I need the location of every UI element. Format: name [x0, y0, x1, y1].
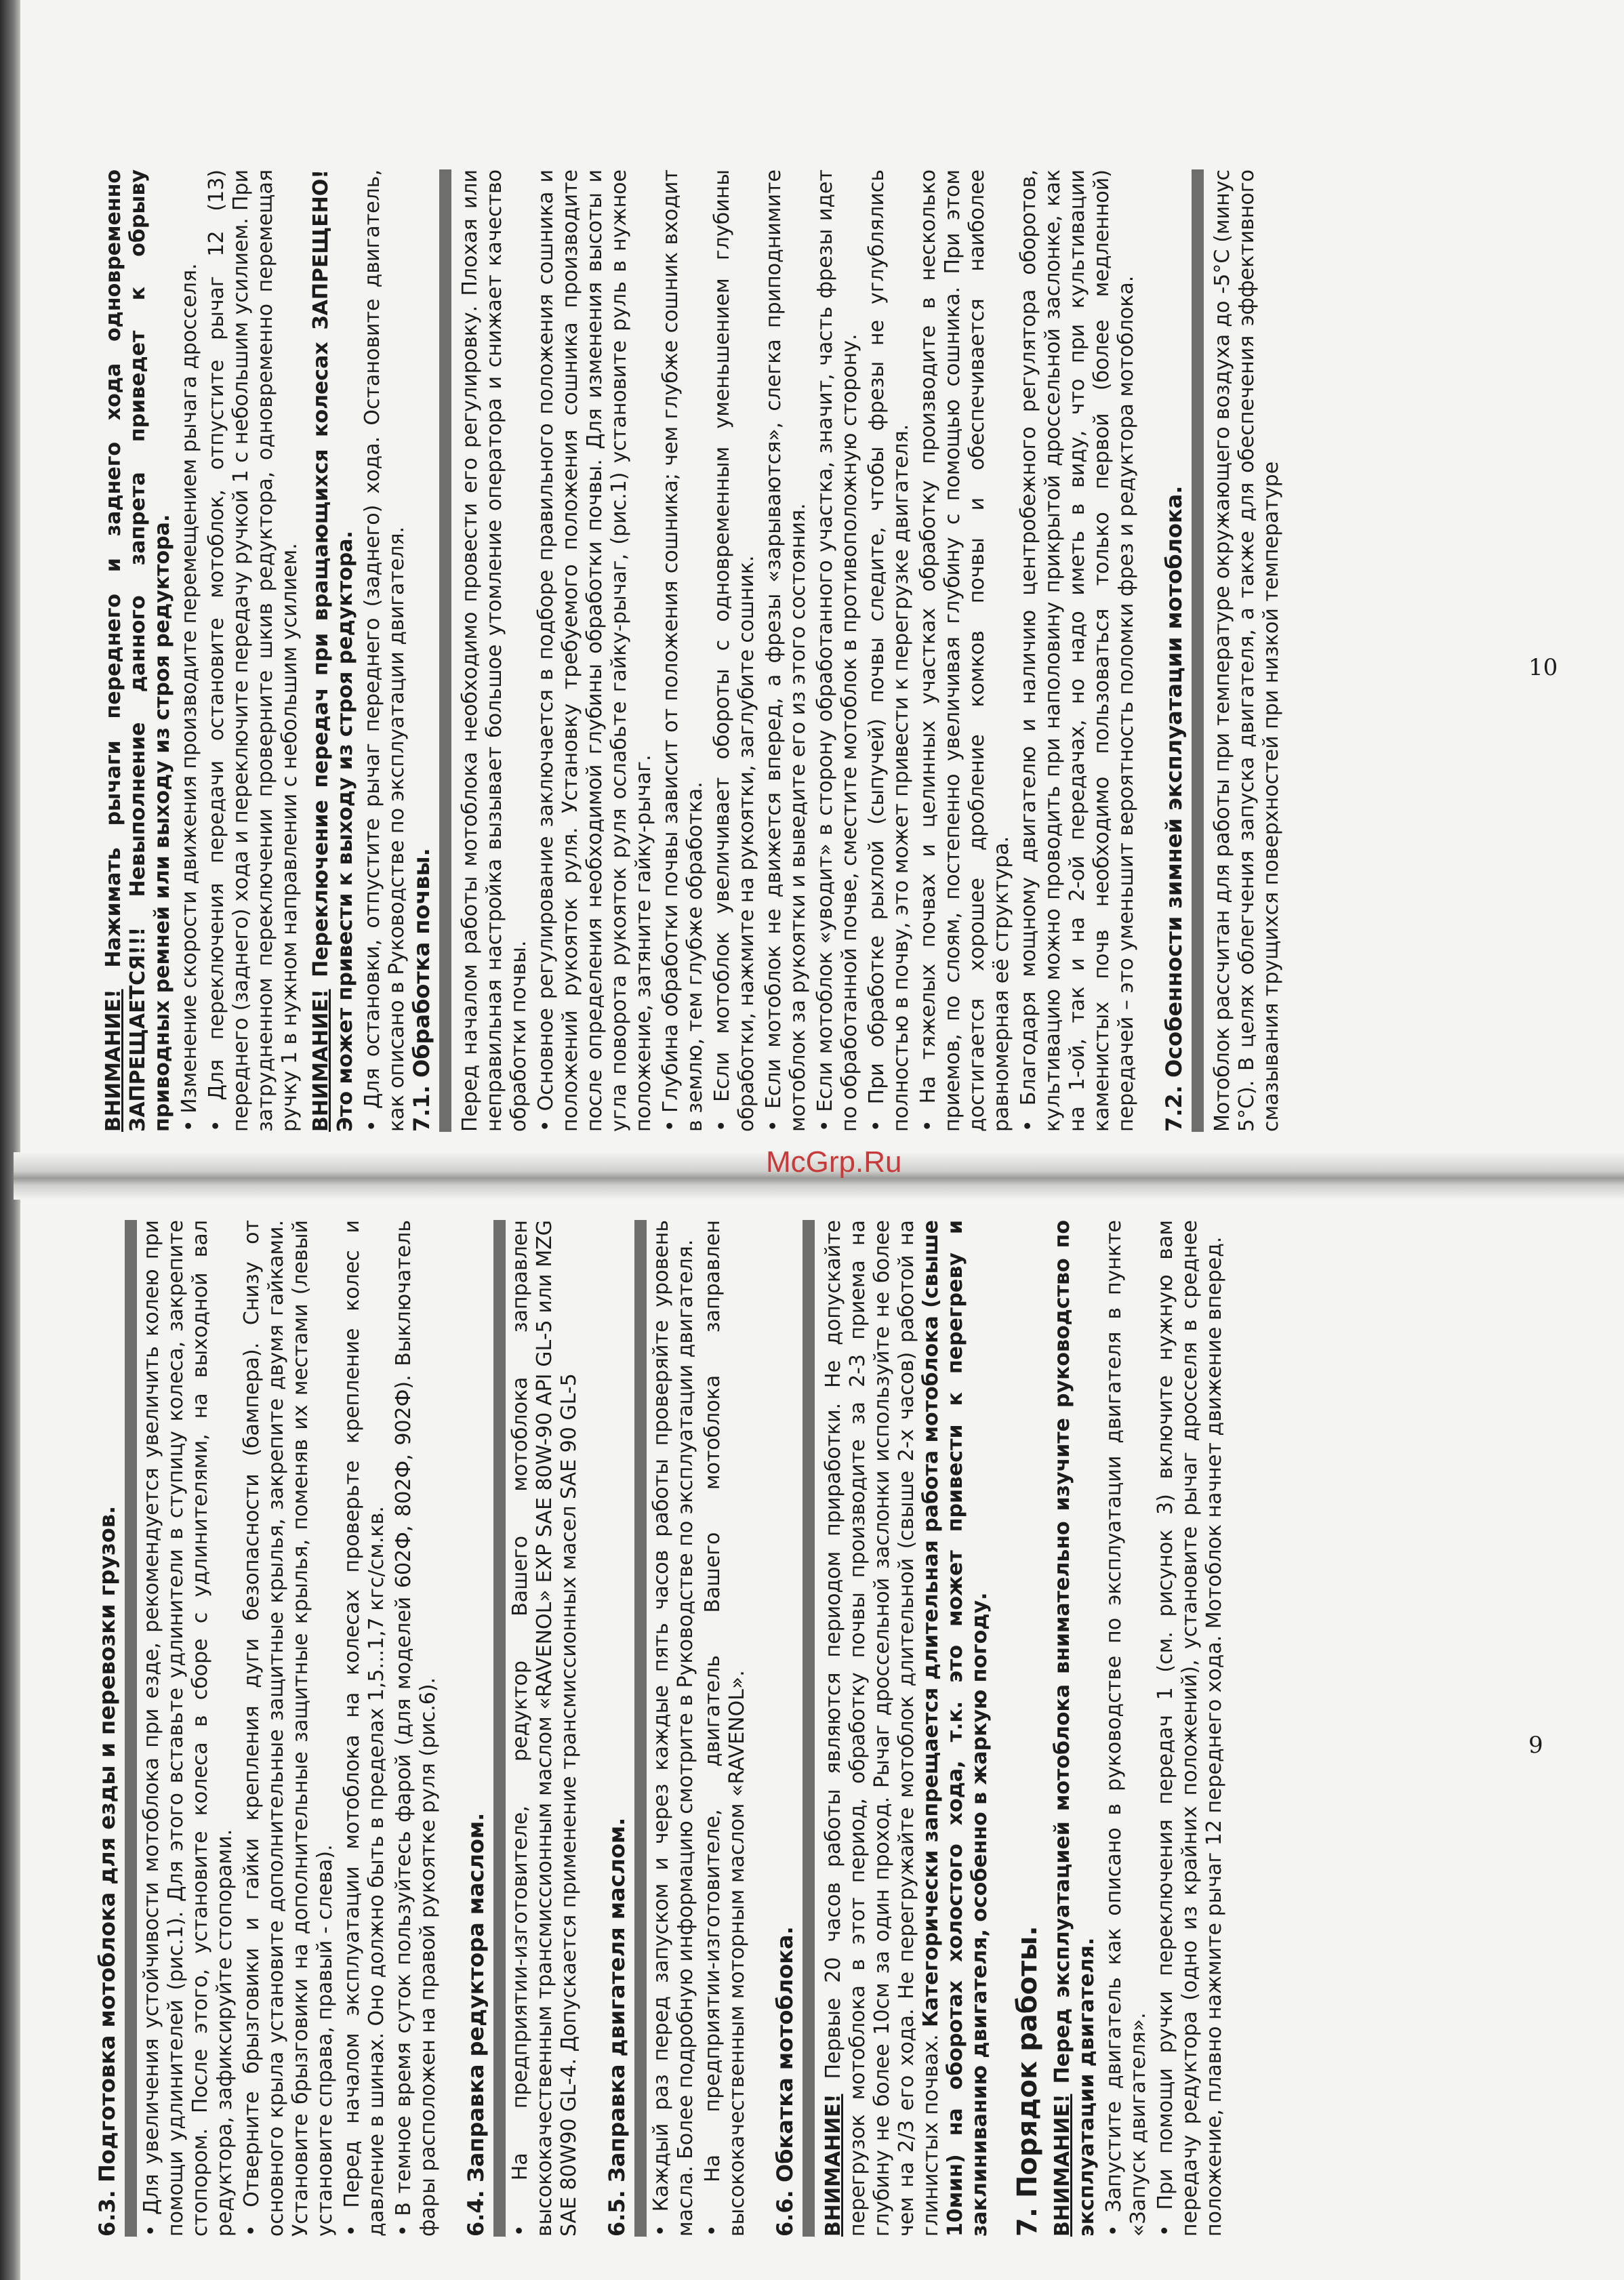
list-item: • Основное регулирование заключается в подборе правильного положения сошника и положений рукояток руля. Установку требуемого положения сошника производите после определения необходимой глубины обработки почвы. Для изменения высоты и угла поворота рукояток руля ослабьте гайку-рычаг, (рис.1) установите руль в нужное положение, затяните гайку-рычаг.: [534, 169, 656, 1132]
list-item: • Если мотоблок не движется вперед, а фрезы «зарываются», слегка приподнимите мотоблок за рукоятки и выведите его из этого состояния.: [762, 169, 811, 1132]
list-item: • Глубина обработки почвы зависит от положения сошника; чем глубже сошник входит в землю, тем глубже обработка.: [659, 169, 708, 1132]
warning-label: ВНИМАНИЕ!: [102, 989, 125, 1132]
warning-text: Нажимать рычаги переднего и заднего хода одновременно ЗАПРЕЩАЕТСЯ!!! Невыполнение данного запрета приведет к обрыву приводных ремней или выходу из строя редуктора.: [102, 169, 174, 1132]
section-6-6: [773, 1220, 992, 2237]
warning-text: Перед эксплуатацией мотоблока внимательно изучите руководство по эксплуатации двигателя.: [1051, 1220, 1099, 2237]
list-item: • Каждый раз перед запуском и через каждые пять часов работы проверяйте уровень масла. Более подробную информацию смотрите в Руководстве по эксплуатации двигателя.: [649, 1220, 698, 2237]
list-item: • Если мотоблок увеличивает обороты с одновременным уменьшением глубины обработки, нажмите на рукоятки, заглубите сошник.: [710, 169, 759, 1132]
list-item: • Благодаря мощному двигателю и наличию центробежного регулятора оборотов, культивацию можно проводить при наполовину прикрытой дроссельной заслонке, как на 1-ой, так и на 2-ой передачах, но надо иметь в виду, что при культивации каменистых почв необходимо пользоваться только первой (более медленной) передачей – это уменьшит вероятность поломки фрез и редуктора мотоблока.: [1017, 169, 1139, 1132]
list-item: • При помощи ручки переключения передач 1 (см. рисунок 3) включите нужную вам передачу редуктора (одно из крайних положений), установите рычаг дросселя в среднее положение, плавно нажмите рычаг 12 переднего хода. Мотоблок начнет движение вперед.: [1154, 1220, 1227, 2237]
page-10: [95, 169, 1572, 1132]
warning-label: ВНИМАНИЕ!: [1051, 2094, 1074, 2237]
section-7-1: [409, 169, 1139, 1132]
warning-text: Первые 20 часов работы являются периодом приработки. Не допускайте перегрузок мотоблока в этот период, обработку почвы производите за 2-3 приема на глубину не более 10см за один проход. Рычаг дроссельной заслонки используйте не более чем на 2/3 его хода. Не перегружайте мотоблок длительной (свыше 2-х часов) работой на глинистых почвах.: [821, 1220, 943, 2237]
section-6-3: [95, 1220, 441, 2237]
watermark-text: McGrp.Ru: [766, 1145, 902, 1179]
section-title: 7. Порядок работы.: [1012, 1926, 1043, 2237]
list-item: • Отверните брызговики и гайки крепления дуги безопасности (бампера). Снизу от основного крыла установите дополнительные защитные крылья, закрепите двумя гайками. Установите брызговики на дополнительные защитные крылья, поменяв их местами (левый установите справа, правый - слева).: [240, 1220, 338, 2237]
list-item: • Для увеличения устойчивости мотоблока при езде, рекомендуется увеличить колею при помощи удлинителей (рис.1). Для этого вставьте удлинители в ступицу колеса, закрепите стопором. После этого, установите колеса в сборе с удлинителями, на выходной вал редуктора, зафиксируйте стопорами.: [140, 1220, 237, 2237]
warning-label: ВНИМАНИЕ!: [821, 2094, 845, 2237]
page-9: [95, 1220, 1572, 2237]
list-item: • В темное время суток пользуйтесь фарой (для моделей 602Ф, 802Ф, 902Ф). Выключатель фары расположен на правой рукоятке руля (рис.6).: [392, 1220, 441, 2237]
page-number: 9: [1528, 1732, 1543, 1759]
warning-paragraph-1: [102, 169, 175, 1132]
list-item: • Для переключения передачи остановите мотоблок, отпустите рычаг 12 (13) переднего (заднего) хода и переключите передачу ручкой 1 с небольшим усилием. При затрудненном переключении проверните шкив редуктора, одновременно перемещая ручку 1 в нужном направлении с небольшим усилием.: [205, 169, 302, 1132]
warning-text: Переключение передач при вращающихся колесах ЗАПРЕЩЕНО! Это может привести к выходу из строя редуктора.: [309, 169, 357, 1132]
list-item: • Запустите двигатель как описано в руководстве по эксплуатации двигателя в пункте «Запуск двигателя».: [1102, 1220, 1151, 2237]
list-item: • Для остановки, отпустите рычаг переднего (заднего) хода. Остановите двигатель, как описано в Руководстве по эксплуатации двигателя.: [361, 169, 409, 1132]
section-title: 6.4. Заправка редуктора маслом.: [464, 1220, 506, 2237]
section-6-5: [605, 1220, 750, 2237]
section-title: 7.2. Особенности зимней эксплуатации мотоблока.: [1162, 169, 1204, 1132]
section-7-2: [1162, 169, 1284, 1132]
scan-edge: [0, 0, 23, 2280]
list-item: • На предприятии-изготовителе, двигатель Вашего мотоблока заправлен высококачественным моторным маслом «RAVENOL».: [701, 1220, 750, 2237]
warning-paragraph-2: [309, 169, 358, 1132]
section-title: 6.6. Обкатка мотоблока.: [773, 1220, 815, 2237]
paragraph: [821, 1220, 992, 2237]
list-item: • Перед началом эксплуатации мотоблока на колесах проверьте крепление колес и давление в шинах. Оно должно быть в пределах 1,5...1,7 кгс/см.кв.: [340, 1220, 389, 2237]
warning-paragraph: [1051, 1220, 1099, 2237]
section-6-4: [464, 1220, 582, 2237]
section-title: 7.1. Обработка почвы.: [409, 169, 451, 1132]
page-number: 10: [1528, 654, 1558, 681]
section-title: 6.3. Подготовка мотоблока для езды и перевозки грузов.: [95, 1220, 137, 2237]
paragraph: Мотоблок рассчитан для работы при температуре окружающего воздуха до -5°С (минус 5°С). В целях облегчения запуска двигателя, а также для обеспечения эффективного смазывания трущихся поверхностей при низкой температуре: [1211, 169, 1283, 1132]
warning-label: ВНИМАНИЕ!: [309, 989, 333, 1132]
section-title: 6.5. Заправка двигателя маслом.: [605, 1220, 647, 2237]
list-item: • Изменение скорости движения производите перемещением рычага дросселя.: [178, 169, 202, 1132]
section-7: [1012, 1219, 1227, 2237]
list-item: • Если мотоблок «уводит» в сторону обработанного участка, значит, часть фрезы идет по обработанной почве, сместите мотоблок в противоположную сторону.: [813, 169, 862, 1132]
list-item: • На предприятии-изготовителе, редуктор Вашего мотоблока заправлен высококачественным трансмиссионным маслом «RAVENOL» EXP SAE 80W-90 API GL-5 или MZG SAE 80W90 GL-4. Допускается применение трансмиссионных масел SAE 90 GL-5: [508, 1220, 582, 2237]
bold-warning: Категорически запрещается длительная работа мотоблока (свыше 10мин) на оборотах холостого хода, т.к. это может привести к перегреву и заклиниванию двигателя, особенно в жаркую погоду.: [919, 1220, 992, 2237]
list-item: • При обработке рыхлой (сыпучей) почвы следите, чтобы фрезы не углублялись полностью в почву, это может привести к перегрузке двигателя.: [865, 169, 914, 1132]
paragraph: Перед началом работы мотоблока необходимо провести его регулировку. Плохая или неправильная настройка вызывает большое утомление оператора и снижает качество обработки почвы.: [458, 169, 531, 1132]
list-item: • На тяжелых почвах и целинных участках обработку производите в несколько приемов, по слоям, постепенно увеличивая глубину с помощью сошника. При этом достигается хорошее дробление комков почвы и обеспечивается наиболее равномерная её структура.: [916, 169, 1014, 1132]
